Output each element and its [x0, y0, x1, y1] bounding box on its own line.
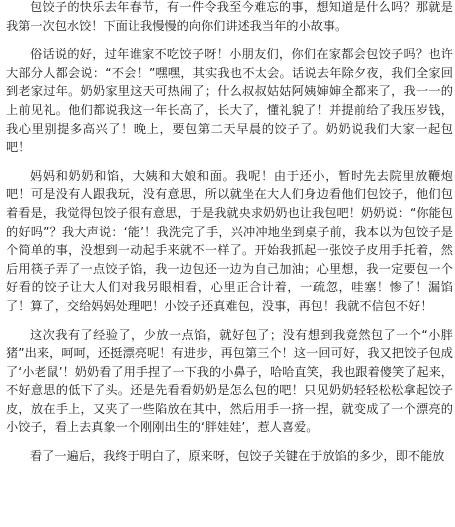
article-paragraph-4: 这次我有了经验了，少放一点馅，就好包了；没有想到我竟然包了一个“小胖猪”出来，呵呵，还挺漂亮呢！有进步，再包第三个！这一回可好，我又把饺子包成了‘小老鼠’！奶奶看了用手捏了一下我的小鼻子，哈哈直笑，我也跟着傻笑了起来，不好意思的低下了头。还是先看看奶奶是怎么包的吧！只见奶奶轻轻松松拿起饺子皮，放在手上，又夹了一些陷放在其中，然后用手一挤一捏，就变成了一个漂亮的小饺子，看上去真象一个刚刚出生的‘胖娃娃’，惹人喜爱。	[6, 327, 453, 435]
article-paragraph-3: 妈妈和奶奶和馅，大姨和大娘和面。我呢！由于还小，暂时先去院里放鞭炮吧！可是没有人跟我玩，没有意思，所以就坐在大人们身边看他们包饺子，他们包着看是，我觉得包饺子很有意思，于是我就央求奶奶也让我包吧！奶奶说：“你能包的好吗”？我大声说：‘能’！我洗完了手，兴冲冲地坐到桌子前，我本以为包饺子是个简单的事，没想到一动起手来就不一样了。开始我抓起一张饺子皮用手托着，然后用筷子弄了一点饺子馅，我一边包还一边为自己加油；心里想，我一定要包一个好看的饺子让大人们对我另眼相看，心里正合计着，一疏忽，哇塞！惨了！漏馅了！算了，交给妈妈处理吧！小饺子还真难包，没事，再包！我就不信包不好！	[6, 168, 453, 313]
article-paragraph-1: 包饺子的快乐去年春节，有一件令我至今难忘的事，想知道是什么吗？那就是我第一次包水饺！下面让我慢慢的向你们讲述我当年的小故事。	[6, 0, 453, 33]
article-paragraph-2: 俗话说的好，过年谁家不吃饺子呀！小朋友们，你们在家都会包饺子吗？也许大部分人都会说：“不会！”嘿嘿，其实我也不太会。话说去年除夕夜，我们全家回到老家过年。奶奶家里这天可热闹了；什么叔叔姑姑阿姨婶婶全都来了，我一一的上前见礼。他们都说我这一年长高了，长大了，懂礼貌了！并提前给了我压岁钱，我心里别提多高兴了！晚上，要包第二天早晨的饺子了。奶奶说我们大家一起包吧！	[6, 47, 453, 155]
article-paragraph-5: 看了一遍后，我终于明白了，原来呀，包饺子关键在于放馅的多少，即不能放	[30, 449, 445, 464]
